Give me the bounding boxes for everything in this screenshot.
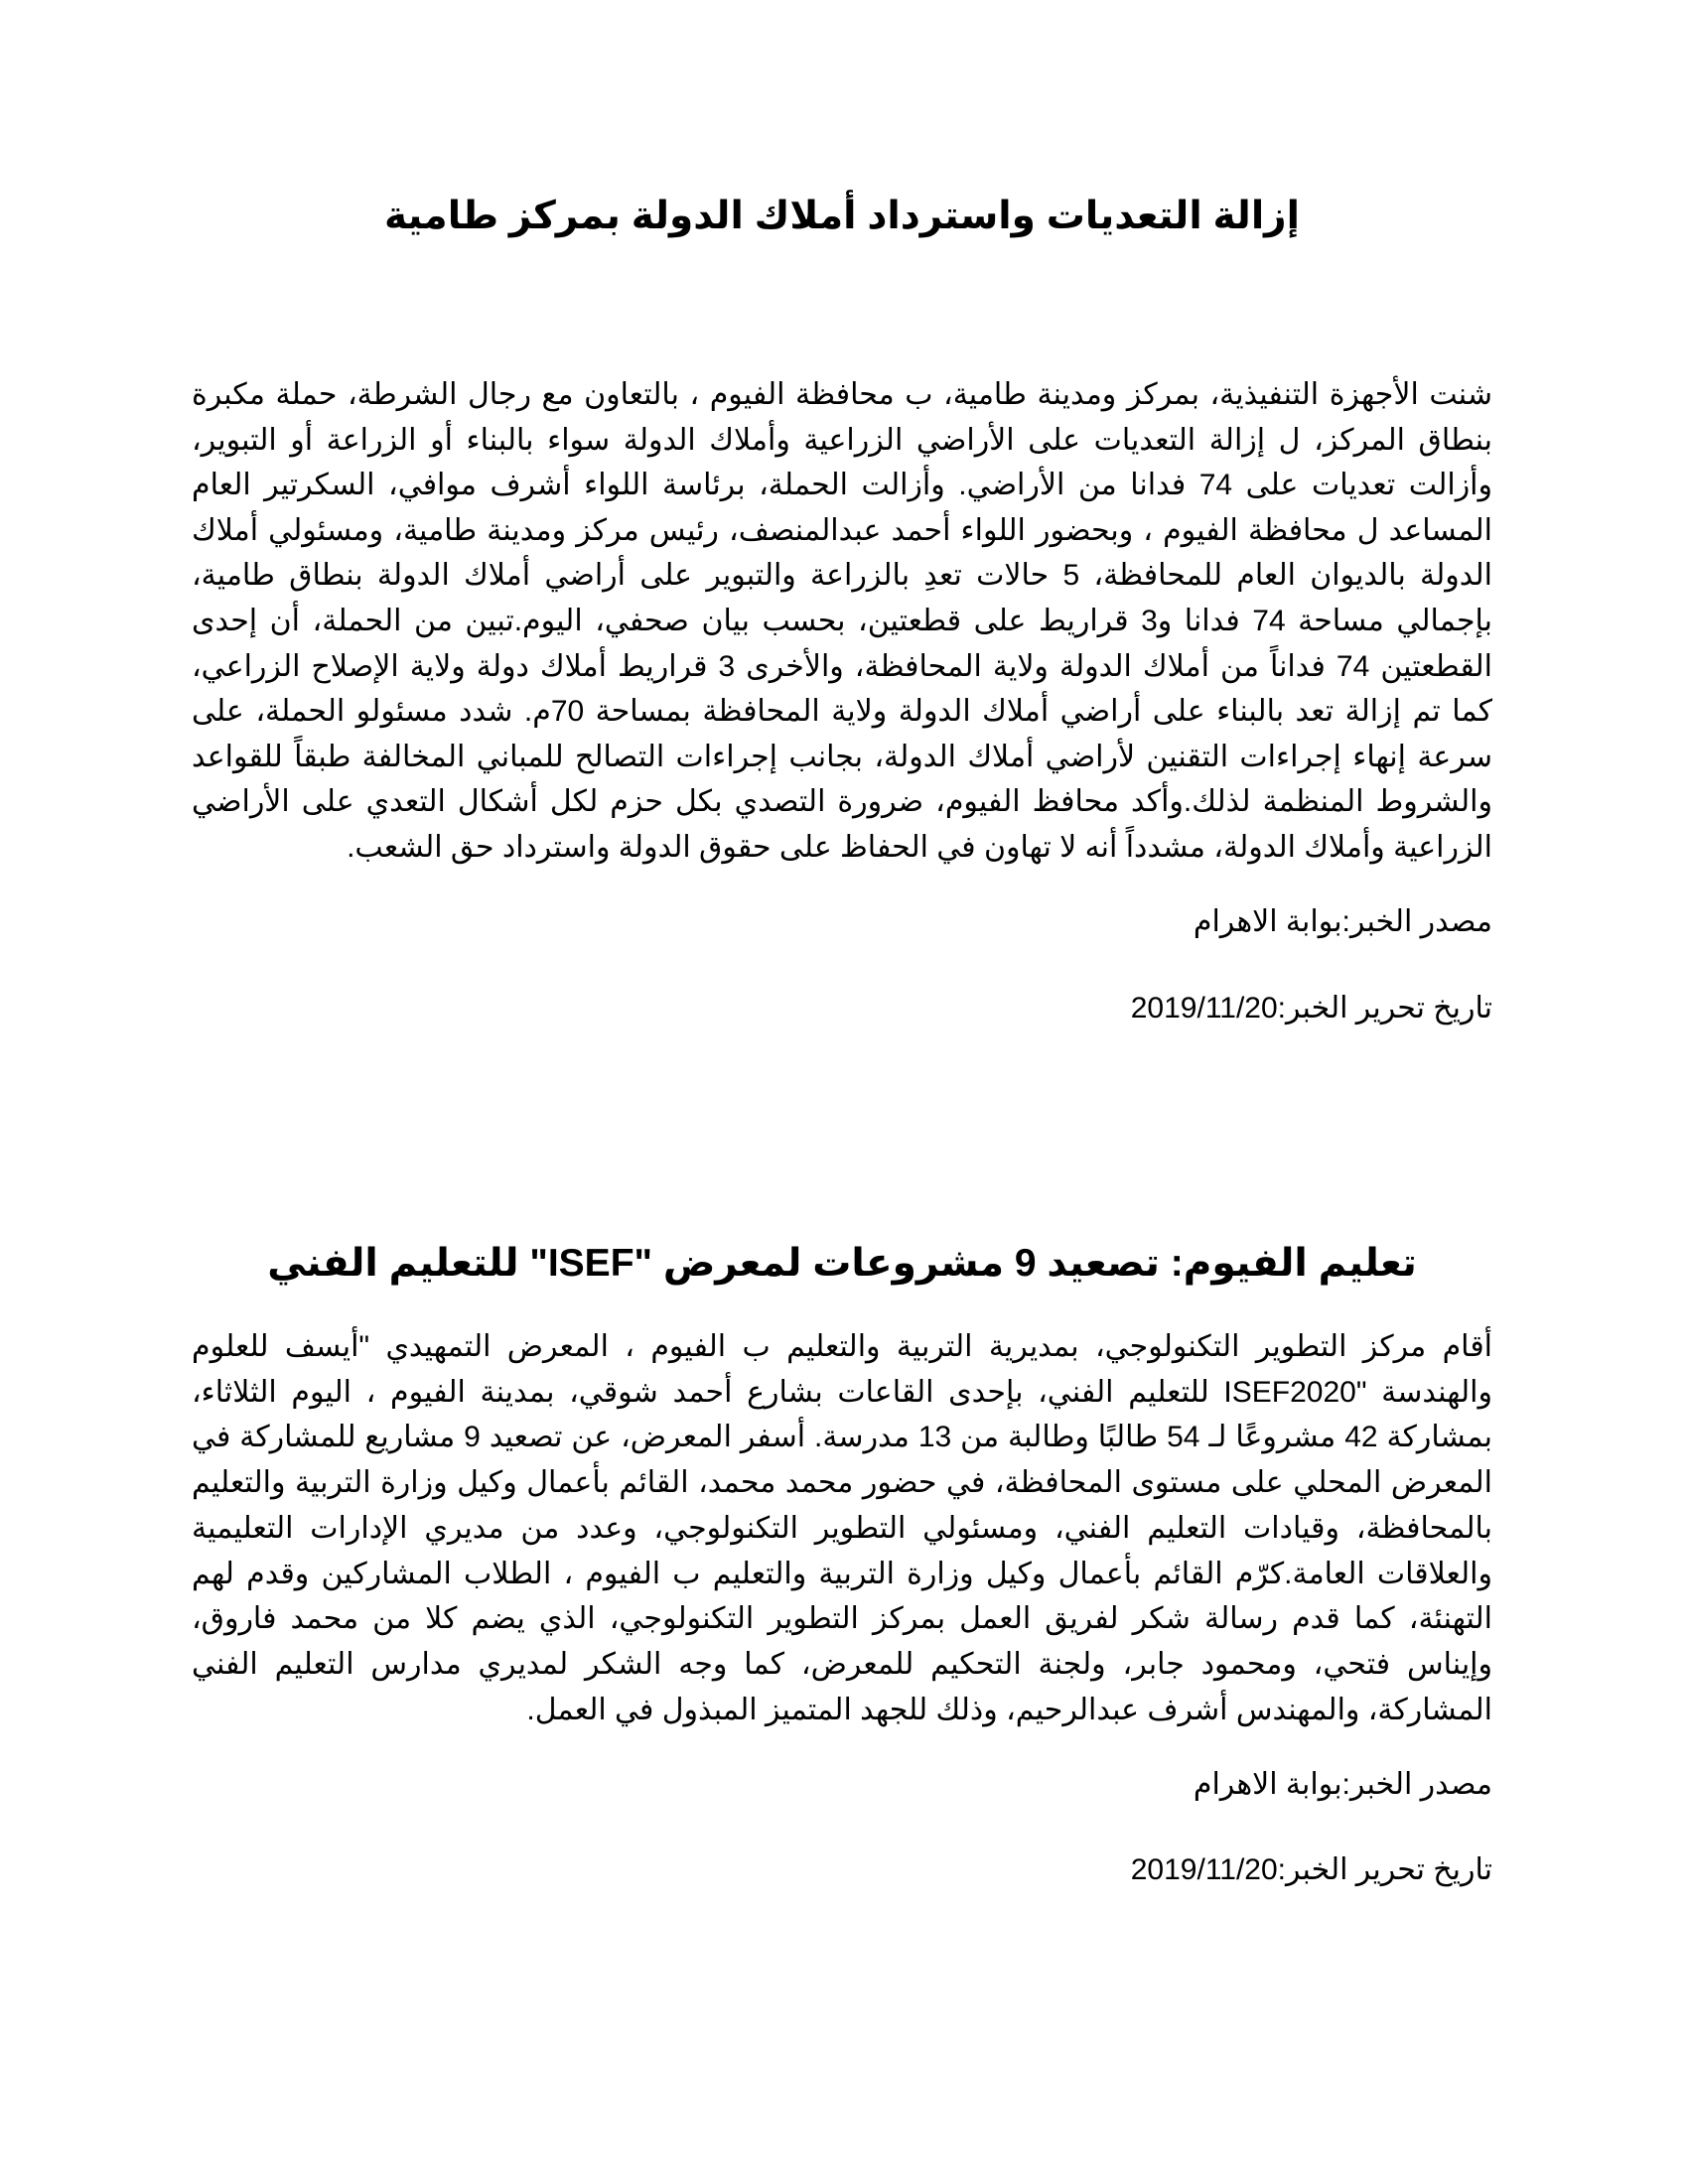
article-date: تاريخ تحرير الخبر:2019/11/20 xyxy=(1130,991,1492,1024)
article-title: إزالة التعديات واسترداد أملاك الدولة بمركز طامية xyxy=(383,195,1301,237)
article-source: مصدر الخبر:بوابة الاهرام xyxy=(1193,904,1492,938)
article-title: تعليم الفيوم: تصعيد 9 مشروعات لمعرض "ISEF" للتعليم الفني xyxy=(267,1242,1417,1285)
news-article-tamiya xyxy=(192,184,1492,1028)
article-body: أقام مركز التطوير التكنولوجي، بمديرية التربية والتعليم ب الفيوم ، المعرض التمهيدي "أيسف للعلوم والهندسة "ISEF2020 للتعليم الفني، بإحدى القاعات بشارع أحمد شوقي، بمدينة الفيوم ، اليوم الثلاثاء، بمشاركة 42 مشروعًا لـ 54 طالبًا وطالبة من 13 مدرسة. أسفر المعرض، عن تصعيد 9 مشاريع للمشاركة في المعرض المحلي على مستوى المحافظة، في حضور محمد محمد، القائم بأعمال وكيل وزارة التربية والتعليم بالمحافظة، وقيادات التعليم الفني، ومسئولي التطوير التكنولوجي، وعدد من مديري الإدارات التعليمية والعلاقات العامة.كرّم القائم بأعمال وكيل وزارة التربية والتعليم ب الفيوم ، الطلاب المشاركين وقدم لهم التهنئة، كما قدم رسالة شكر لفريق العمل بمركز التطوير التكنولوجي، الذي يضم كلا من محمد فاروق، وإيناس فتحي، ومحمود جابر، ولجنة التحكيم للمعرض، كما وجه الشكر لمديري مدارس التعليم الفني المشاركة، والمهندس أشرف عبدالرحيم، وذلك للجهد المتميز المبذول في العمل. xyxy=(192,1330,1492,1726)
article-source: مصدر الخبر:بوابة الاهرام xyxy=(1193,1768,1492,1802)
document-page xyxy=(192,0,1492,2184)
article-body: شنت الأجهزة التنفيذية، بمركز ومدينة طامية، ب محافظة الفيوم ، بالتعاون مع رجال الشرطة، حملة مكبرة بنطاق المركز، ل إزالة التعديات على الأراضي الزراعية وأملاك الدولة سواء بالبناء أو الزراعة أو التبوير، وأزالت تعديات على 74 فدانا من الأراضي. وأزالت الحملة، برئاسة اللواء أشرف موافي، السكرتير العام المساعد ل محافظة الفيوم ، وبحضور اللواء أحمد عبدالمنصف، رئيس مركز ومدينة طامية، ومسئولي أملاك الدولة بالديوان العام للمحافظة، 5 حالات تعدِ بالزراعة والتبوير على أراضي أملاك الدولة بنطاق طامية، بإجمالي مساحة 74 فدانا و3 قراريط على قطعتين، بحسب بيان صحفي، اليوم.تبين من الحملة، أن إحدى القطعتين 74 فداناً من أملاك الدولة ولاية المحافظة، والأخرى 3 قراريط أملاك دولة ولاية الإصلاح الزراعي، كما تم إزالة تعد بالبناء على أراضي أملاك الدولة ولاية المحافظة بمساحة 70م. شدد مسئولو الحملة، على سرعة إنهاء إجراءات التقنين لأراضي أملاك الدولة، بجانب إجراءات التصالح للمباني المخالفة طبقاً للقواعد والشروط المنظمة لذلك.وأكد محافظ الفيوم، ضرورة التصدي بكل حزم لكل أشكال التعدي على الأراضي الزراعية وأملاك الدولة، مشدداً أنه لا تهاون في الحفاظ على حقوق الدولة واسترداد حق الشعب. xyxy=(192,378,1493,864)
article-date: تاريخ تحرير الخبر:2019/11/20 xyxy=(1130,1853,1492,1887)
news-article-isef xyxy=(192,1231,1492,1890)
